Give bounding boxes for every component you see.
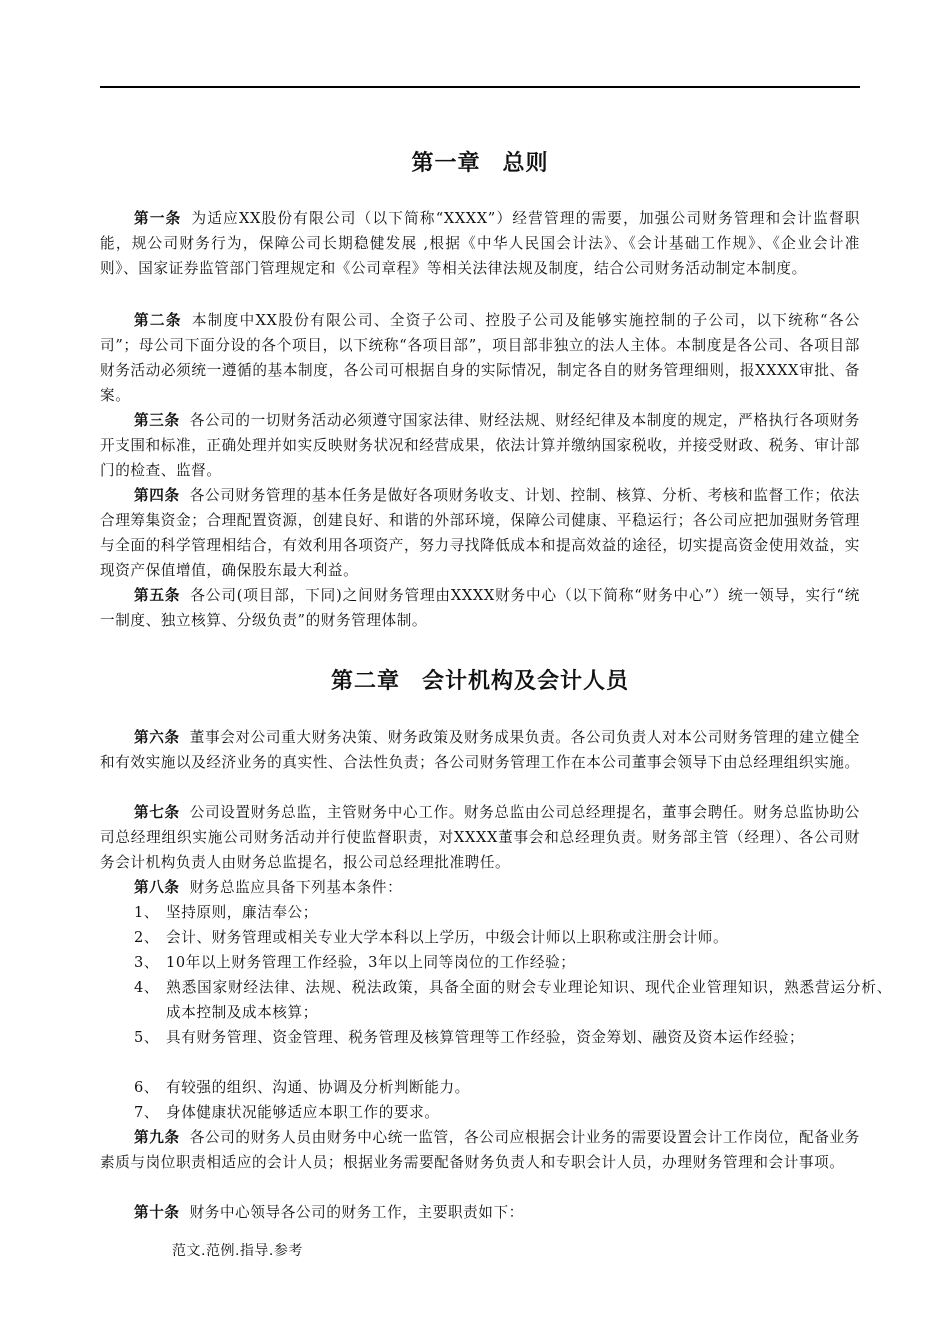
- item-number: 4、: [134, 979, 160, 996]
- article-10: [100, 1200, 860, 1225]
- article-text: 财务中心领导各公司的财务工作，主要职责如下：: [189, 1204, 524, 1221]
- item-number: 1、: [134, 904, 160, 921]
- item-number: 5、: [134, 1029, 160, 1046]
- item-number: 7、: [134, 1104, 160, 1121]
- chapter-1-name: 总则: [502, 151, 549, 176]
- article-label: 第二条: [134, 312, 182, 329]
- item-text: 会计、财务管理或相关专业大学本科以上学历，中级会计师以上职称或注册会计师。: [166, 929, 729, 946]
- item-text: 10年以上财务管理工作经验，3年以上同等岗位的工作经验；: [166, 954, 576, 971]
- item-text: 身体健康状况能够适应本职工作的要求。: [166, 1104, 440, 1121]
- article-text: 财务总监应具备下列基本条件：: [189, 879, 403, 896]
- condition-item: [134, 1075, 892, 1100]
- article-label: 第七条: [134, 804, 180, 821]
- article-text: 各公司的财务人员由财务中心统一监管，各公司应根据会计业务的需要设置会计工作岗位，配备业务素质与岗位职责相适应的会计人员；根据业务需要配备财务负责人和专职会计人员，办理财务管理和会计事项。: [100, 1129, 861, 1171]
- item-text: 有较强的组织、沟通、协调及分析判断能力。: [166, 1079, 470, 1096]
- condition-item: [134, 950, 892, 975]
- condition-item: [134, 1025, 892, 1050]
- article-text: 本制度中XX股份有限公司、全资子公司、控股子公司及能够实施控制的子公司，以下统称“各公司”；母公司下面分设的各个项目，以下统称“各项目部”，项目部非独立的法人主体。本制度是各公司、各项目部财务活动必须统一遵循的基本制度，各公司可根据自身的实际情况，制定各自的财务管理细则，报XXXX审批、备案。: [100, 312, 860, 404]
- chapter-1-title: [100, 146, 860, 177]
- article-label: 第三条: [134, 412, 180, 429]
- article-label: 第六条: [134, 729, 180, 746]
- article-text: 各公司的一切财务活动必须遵守国家法律、财经法规、财经纪律及本制度的规定，严格执行各项财务开支围和标准，正确处理并如实反映财务状况和经营成果，依法计算并缴纳国家税收，并接受财政、税务、审计部门的检查、监督。: [100, 412, 861, 479]
- article-label: 第四条: [134, 487, 180, 504]
- item-number: 6、: [134, 1079, 160, 1096]
- item-number: 3、: [134, 954, 160, 971]
- item-text: 具有财务管理、资金管理、税务管理及核算管理等工作经验，资金筹划、融资及资本运作经验；: [166, 1029, 805, 1046]
- article-text: 董事会对公司重大财务决策、财务政策及财务成果负责。各公司负责人对本公司财务管理的建立健全和有效实施以及经济业务的真实性、合法性负责；各公司财务管理工作在本公司董事会领导下由总经理组织实施。: [100, 729, 861, 771]
- condition-item: [134, 925, 892, 950]
- article-7: [100, 800, 860, 875]
- article-text: 各公司(项目部，下同)之间财务管理由XXXX财务中心（以下简称“财务中心”）统一领导，实行“统一制度、独立核算、分级负责”的财务管理体制。: [100, 587, 860, 629]
- article-text: 公司设置财务总监，主管财务中心工作。财务总监由公司总经理提名，董事会聘任。财务总监协助公司总经理组织实施公司财务活动并行使监督职责，对XXXX董事会和总经理负责。财务部主管（经理）、各公司财务会计机构负责人由财务总监提名，报公司总经理批准聘任。: [100, 804, 861, 871]
- article-label: 第九条: [134, 1129, 180, 1146]
- chapter-2-number: 第二章: [330, 669, 400, 694]
- article-9: [100, 1125, 860, 1175]
- item-text: 熟悉国家财经法律、法规、税法政策，具备全面的财会专业理论知识、现代企业管理知识，熟悉营运分析、成本控制及成本核算；: [166, 979, 892, 1021]
- condition-item: [134, 975, 892, 1025]
- article-text: 为适应XX股份有限公司（以下简称“XXXX”）经营管理的需要，加强公司财务管理和会计监督职能，规公司财务行为，保障公司长期稳健发展 ,根据《中华人民国会计法》、《会计基础工作规》、《企业会计准则》、国家证券监管部门管理规定和《公司章程》等相关法律法规及制度，结合公司财务活动制定本制度。: [100, 210, 860, 277]
- header-rule: [100, 86, 860, 88]
- article-6: [100, 725, 860, 775]
- article-8: [100, 875, 860, 900]
- article-1: [100, 206, 860, 281]
- condition-item: [134, 900, 892, 925]
- article-label: 第一条: [134, 210, 182, 227]
- item-text: 坚持原则，廉洁奉公；: [166, 904, 318, 921]
- article-label: 第十条: [134, 1204, 180, 1221]
- chapter-2-name: 会计机构及会计人员: [422, 669, 630, 694]
- chapter-2-title: [100, 664, 860, 695]
- article-3: [100, 408, 860, 483]
- chapter-1-number: 第一章: [411, 151, 481, 176]
- article-2: [100, 308, 860, 408]
- condition-item: [134, 1100, 892, 1125]
- article-5: [100, 583, 860, 633]
- article-text: 各公司财务管理的基本任务是做好各项财务收支、计划、控制、核算、分析、考核和监督工作；依法合理筹集资金；合理配置资源，创建良好、和谐的外部环境，保障公司健康、平稳运行；各公司应把加强财务管理与全面的科学管理相结合，有效利用各项资产，努力寻找降低成本和提高效益的途径，切实提高资金使用效益，实现资产保值增值，确保股东最大利益。: [100, 487, 861, 579]
- article-4: [100, 483, 860, 583]
- article-label: 第五条: [134, 587, 181, 604]
- item-number: 2、: [134, 929, 160, 946]
- page-footer: 范文.范例.指导.参考: [172, 1243, 303, 1259]
- article-label: 第八条: [134, 879, 180, 896]
